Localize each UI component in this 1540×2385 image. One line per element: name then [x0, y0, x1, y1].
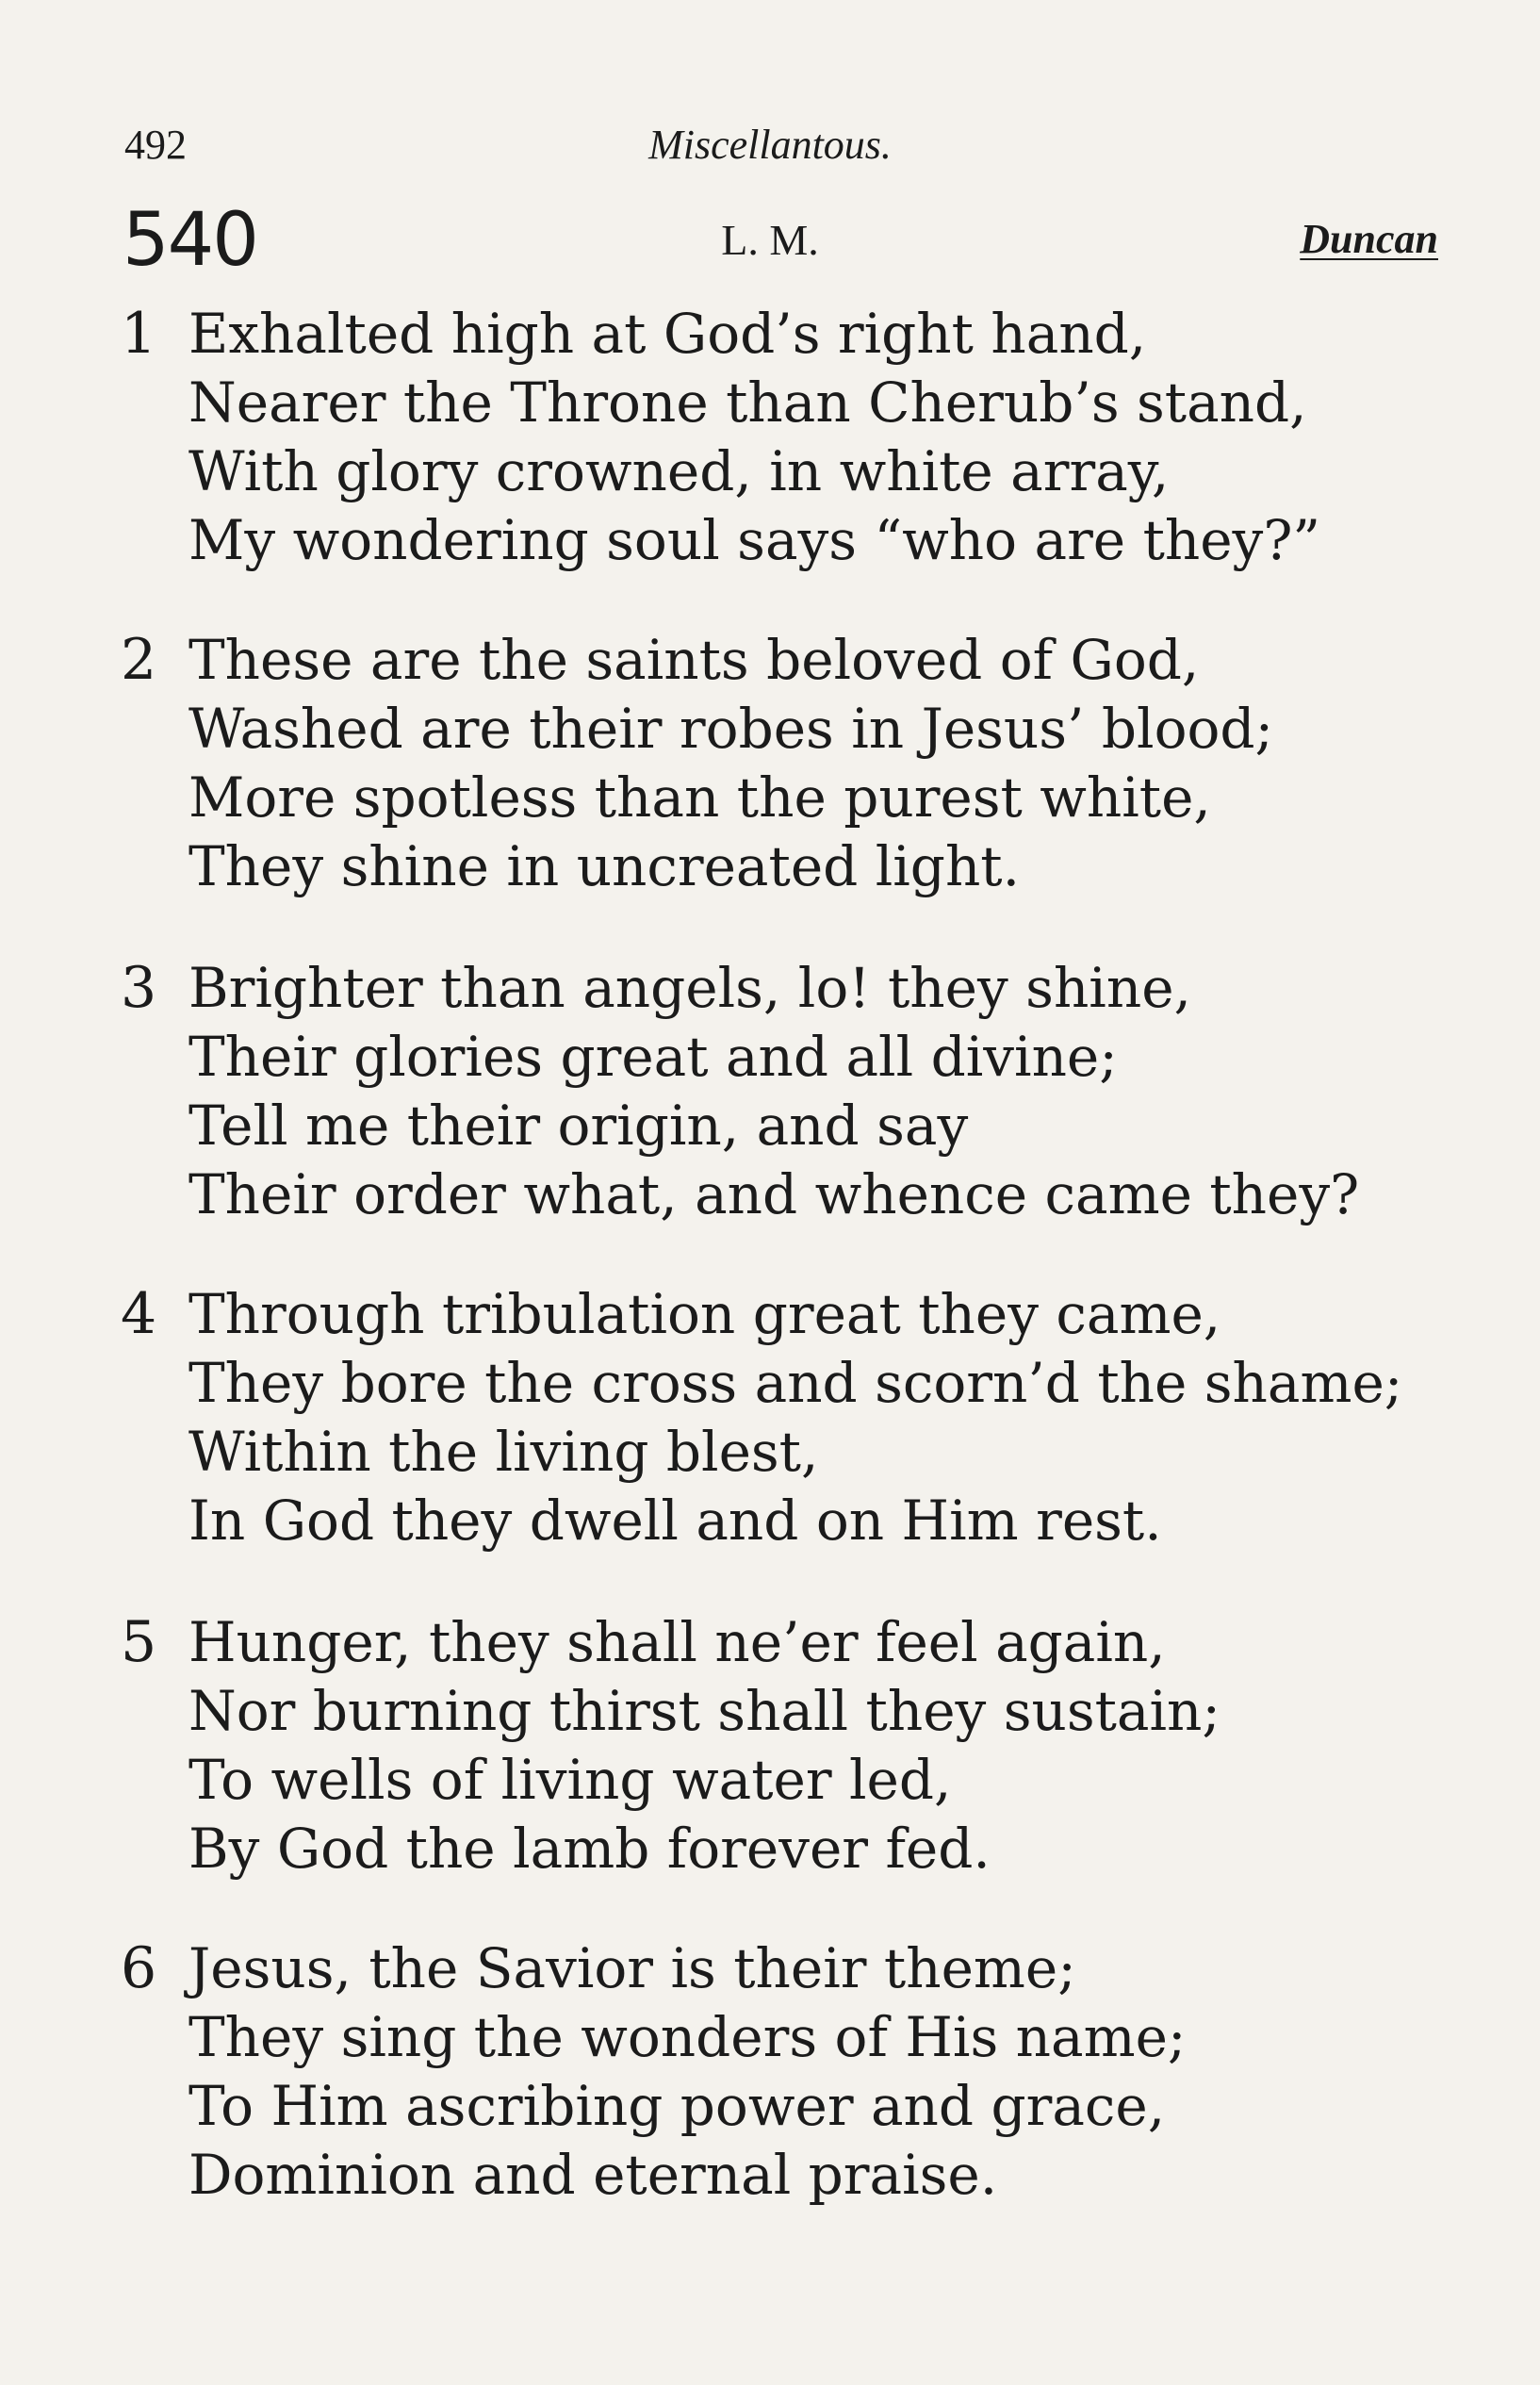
stanza-lines: [188, 1608, 1221, 1883]
verse-line: They bore the cross and scorn’d the shame;: [188, 1351, 1403, 1415]
stanza-lines: [188, 1934, 1186, 2210]
verse-line: Dominion and eternal praise.: [188, 2143, 998, 2207]
stanza-number: 3: [121, 955, 157, 1021]
verse-line: These are the saints beloved of God,: [188, 628, 1200, 692]
verse-line: They shine in uncreated light.: [188, 834, 1021, 898]
stanza-number: 4: [121, 1281, 157, 1347]
verse-line: Their order what, and whence came they?: [188, 1162, 1360, 1226]
verse-line: With glory crowned, in white array,: [188, 439, 1170, 503]
verse-line: Nor burning thirst shall they sustain;: [188, 1679, 1221, 1743]
hymn-number: 540: [123, 198, 257, 283]
verse-line: Their glories great and all divine;: [188, 1025, 1118, 1089]
stanza-number: 2: [121, 627, 157, 693]
verse-line: To Him ascribing power and grace,: [188, 2074, 1166, 2138]
stanza-number: 6: [121, 1935, 157, 2001]
verse-line: More spotless than the purest white,: [188, 765, 1211, 830]
verse-line: Tell me their origin, and say: [188, 1094, 969, 1158]
stanza-number: 5: [121, 1609, 157, 1675]
verse-line: My wondering soul says “who are they?”: [188, 508, 1321, 572]
verse-line: In God they dwell and on Him rest.: [188, 1489, 1162, 1553]
verse-line: Washed are their robes in Jesus’ blood;: [188, 697, 1274, 761]
verse-line: Nearer the Throne than Cherub’s stand,: [188, 370, 1307, 435]
verse-line: Through tribulation great they came,: [188, 1282, 1221, 1346]
stanza-lines: [188, 954, 1359, 1229]
verse-line: Brighter than angels, lo! they shine,: [188, 956, 1191, 1020]
verse-line: Jesus, the Savior is their theme;: [188, 1936, 1076, 2000]
verse-line: Exhalted high at God’s right hand,: [188, 302, 1147, 366]
hymn-meter: L. M.: [721, 216, 819, 264]
stanza-lines: [188, 626, 1273, 901]
page-number: 492: [124, 122, 187, 168]
verse-line: By God the lamb forever fed.: [188, 1817, 991, 1881]
verse-line: Hunger, they shall ne’er feel again,: [188, 1610, 1166, 1674]
stanza-lines: [188, 300, 1320, 575]
verse-line: To wells of living water led,: [188, 1748, 952, 1812]
verse-line: They sing the wonders of His name;: [188, 2005, 1187, 2069]
stanza-lines: [188, 1280, 1402, 1555]
stanza-number: 1: [121, 301, 157, 367]
verse-line: Within the living blest,: [188, 1420, 819, 1484]
tune-name: Duncan: [1300, 216, 1438, 262]
running-head: Miscellantous.: [648, 122, 892, 168]
